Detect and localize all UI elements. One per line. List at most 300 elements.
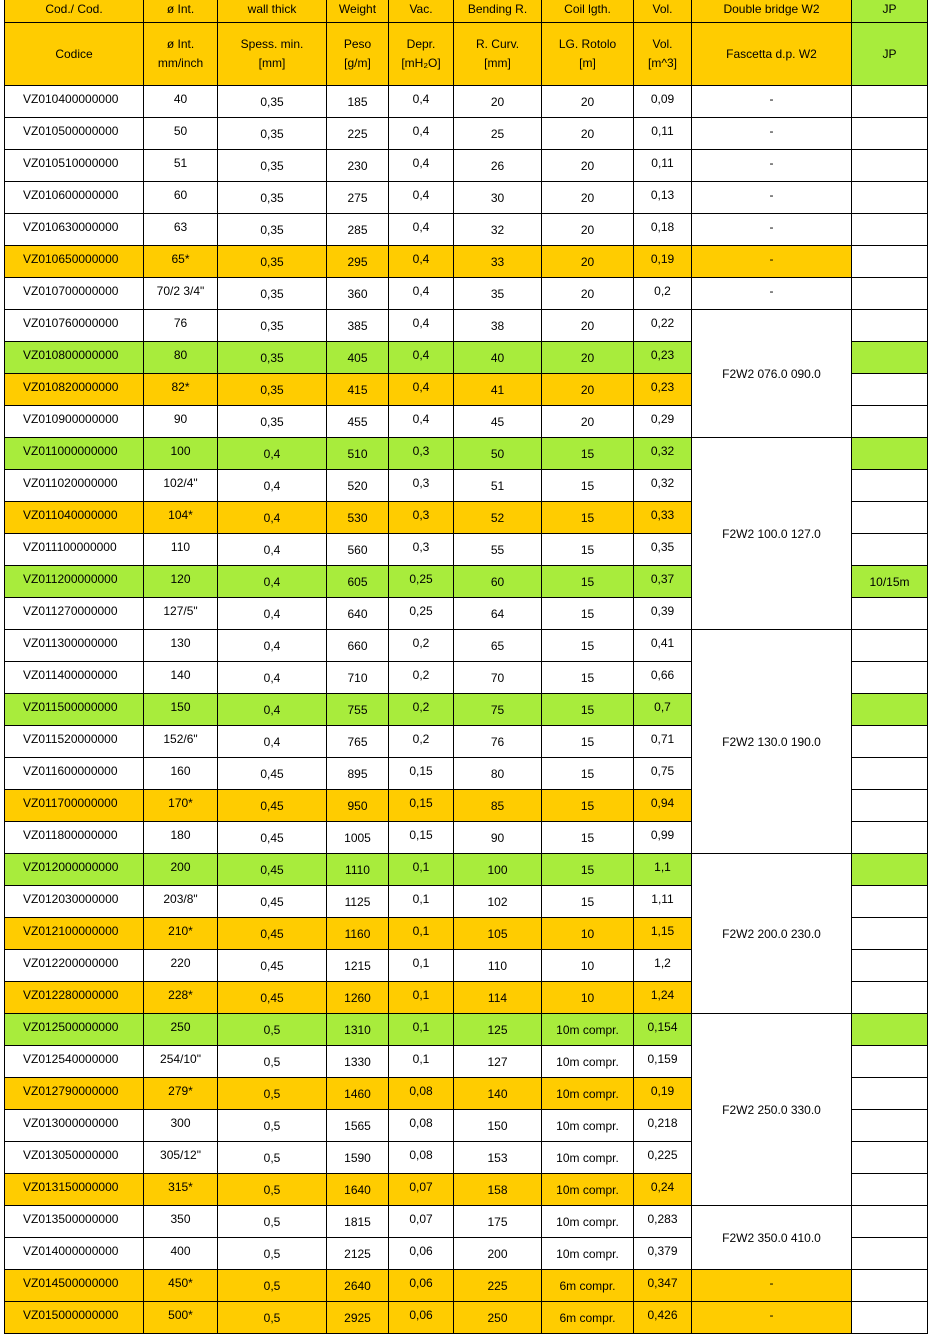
cell-bending-radius: 100	[454, 854, 542, 886]
cell-weight: 765	[327, 726, 389, 758]
cell-wall-thickness: 0,35	[218, 86, 327, 118]
cell-vacuum: 0,4	[389, 150, 454, 182]
cell-wall-thickness: 0,4	[218, 726, 327, 758]
cell-bending-radius: 90	[454, 822, 542, 854]
cell-volume: 0,41	[634, 630, 692, 662]
cell-wall-thickness: 0,5	[218, 1142, 327, 1174]
cell-jp	[852, 214, 928, 246]
cell-wall-thickness: 0,45	[218, 982, 327, 1014]
cell-bending-radius: 250	[454, 1302, 542, 1334]
cell-coil-length: 20	[542, 86, 634, 118]
table-row	[5, 86, 928, 118]
cell-jp	[852, 1174, 928, 1206]
cell-bending-radius: 26	[454, 150, 542, 182]
cell-wall-thickness: 0,35	[218, 150, 327, 182]
cell-vacuum: 0,4	[389, 278, 454, 310]
cell-wall-thickness: 0,4	[218, 566, 327, 598]
cell-volume: 1,1	[634, 854, 692, 886]
table-row	[5, 214, 928, 246]
cell-bending-radius: 40	[454, 342, 542, 374]
cell-diameter: 170*	[144, 790, 218, 822]
cell-weight: 660	[327, 630, 389, 662]
cell-volume: 0,2	[634, 278, 692, 310]
cell-weight: 225	[327, 118, 389, 150]
cell-bending-radius: 110	[454, 950, 542, 982]
cell-weight: 295	[327, 246, 389, 278]
cell-volume: 0,347	[634, 1270, 692, 1302]
table-row	[5, 278, 928, 310]
cell-bending-radius: 35	[454, 278, 542, 310]
cell-bridge-clamp-group: F2W2 130.0 190.0	[692, 630, 852, 854]
cell-jp	[852, 1142, 928, 1174]
cell-vacuum: 0,15	[389, 822, 454, 854]
cell-bridge-clamp-group: F2W2 350.0 410.0	[692, 1206, 852, 1270]
cell-volume: 0,154	[634, 1014, 692, 1046]
cell-diameter: 450*	[144, 1270, 218, 1302]
cell-weight: 1310	[327, 1014, 389, 1046]
cell-bending-radius: 51	[454, 470, 542, 502]
cell-weight: 2640	[327, 1270, 389, 1302]
cell-code: VZ012500000000	[5, 1014, 144, 1046]
cell-wall-thickness: 0,5	[218, 1078, 327, 1110]
cell-jp	[852, 438, 928, 470]
cell-weight: 2125	[327, 1238, 389, 1270]
header-volume-label: Vol.	[652, 37, 673, 51]
cell-code: VZ010400000000	[5, 86, 144, 118]
cell-weight: 1110	[327, 854, 389, 886]
cell-wall-thickness: 0,4	[218, 598, 327, 630]
cell-vacuum: 0,1	[389, 982, 454, 1014]
cell-jp	[852, 502, 928, 534]
cell-vacuum: 0,07	[389, 1206, 454, 1238]
cell-coil-length: 15	[542, 502, 634, 534]
cell-jp	[852, 1014, 928, 1046]
cell-weight: 1260	[327, 982, 389, 1014]
cell-coil-length: 15	[542, 534, 634, 566]
cell-weight: 950	[327, 790, 389, 822]
cell-wall-thickness: 0,35	[218, 118, 327, 150]
cell-jp	[852, 374, 928, 406]
header-wall-unit: [mm]	[258, 56, 286, 70]
cell-bending-radius: 70	[454, 662, 542, 694]
table-row	[5, 150, 928, 182]
table-row	[5, 118, 928, 150]
cell-bending-radius: 153	[454, 1142, 542, 1174]
cell-bending-radius: 65	[454, 630, 542, 662]
cell-diameter: 50	[144, 118, 218, 150]
cell-vacuum: 0,06	[389, 1238, 454, 1270]
header-bending-it	[454, 23, 542, 86]
cell-diameter: 315*	[144, 1174, 218, 1206]
cell-diameter: 400	[144, 1238, 218, 1270]
header-wall-label: Spess. min.	[240, 37, 304, 51]
cell-diameter: 350	[144, 1206, 218, 1238]
cell-wall-thickness: 0,45	[218, 918, 327, 950]
cell-bending-radius: 25	[454, 118, 542, 150]
header-diameter-it	[144, 23, 218, 86]
cell-diameter: 203/8"	[144, 886, 218, 918]
table-row	[5, 854, 928, 886]
cell-jp	[852, 1078, 928, 1110]
cell-diameter: 180	[144, 822, 218, 854]
cell-volume: 0,7	[634, 694, 692, 726]
table-row	[5, 438, 928, 470]
cell-jp	[852, 1302, 928, 1334]
cell-vacuum: 0,4	[389, 182, 454, 214]
cell-diameter: 305/12"	[144, 1142, 218, 1174]
cell-diameter: 76	[144, 310, 218, 342]
cell-jp	[852, 630, 928, 662]
header-diameter-unit: mm/inch	[157, 56, 204, 70]
cell-bending-radius: 175	[454, 1206, 542, 1238]
cell-diameter: 100	[144, 438, 218, 470]
cell-volume: 0,35	[634, 534, 692, 566]
cell-vacuum: 0,3	[389, 502, 454, 534]
cell-jp	[852, 598, 928, 630]
cell-jp	[852, 790, 928, 822]
cell-wall-thickness: 0,35	[218, 342, 327, 374]
cell-diameter: 150	[144, 694, 218, 726]
header-coil-it	[542, 23, 634, 86]
cell-vacuum: 0,08	[389, 1142, 454, 1174]
cell-diameter: 200	[144, 854, 218, 886]
cell-jp	[852, 918, 928, 950]
cell-jp	[852, 182, 928, 214]
cell-diameter: 254/10"	[144, 1046, 218, 1078]
table-row	[5, 630, 928, 662]
cell-wall-thickness: 0,45	[218, 790, 327, 822]
header-volume-unit: [m^3]	[648, 56, 677, 70]
cell-code: VZ010760000000	[5, 310, 144, 342]
cell-wall-thickness: 0,35	[218, 310, 327, 342]
cell-code: VZ010820000000	[5, 374, 144, 406]
cell-code: VZ010700000000	[5, 278, 144, 310]
cell-volume: 0,11	[634, 150, 692, 182]
cell-volume: 0,24	[634, 1174, 692, 1206]
cell-bending-radius: 200	[454, 1238, 542, 1270]
cell-weight: 1005	[327, 822, 389, 854]
cell-coil-length: 10	[542, 950, 634, 982]
cell-bending-radius: 75	[454, 694, 542, 726]
cell-diameter: 60	[144, 182, 218, 214]
cell-jp	[852, 406, 928, 438]
header-vacuum-unit: [mH₂O]	[401, 56, 441, 70]
cell-jp	[852, 982, 928, 1014]
cell-vacuum: 0,25	[389, 566, 454, 598]
cell-volume: 0,99	[634, 822, 692, 854]
cell-volume: 0,37	[634, 566, 692, 598]
cell-diameter: 250	[144, 1014, 218, 1046]
cell-vacuum: 0,4	[389, 118, 454, 150]
cell-bending-radius: 102	[454, 886, 542, 918]
cell-coil-length: 15	[542, 886, 634, 918]
cell-code: VZ011100000000	[5, 534, 144, 566]
cell-wall-thickness: 0,45	[218, 822, 327, 854]
cell-wall-thickness: 0,45	[218, 950, 327, 982]
cell-bending-radius: 85	[454, 790, 542, 822]
cell-weight: 1640	[327, 1174, 389, 1206]
cell-vacuum: 0,07	[389, 1174, 454, 1206]
cell-vacuum: 0,2	[389, 662, 454, 694]
cell-jp	[852, 246, 928, 278]
cell-bending-radius: 76	[454, 726, 542, 758]
cell-diameter: 70/2 3/4"	[144, 278, 218, 310]
cell-code: VZ010510000000	[5, 150, 144, 182]
header-code-it: Codice	[5, 23, 144, 86]
cell-jp	[852, 758, 928, 790]
cell-volume: 0,23	[634, 374, 692, 406]
cell-code: VZ011700000000	[5, 790, 144, 822]
cell-code: VZ012280000000	[5, 982, 144, 1014]
cell-weight: 895	[327, 758, 389, 790]
cell-weight: 1330	[327, 1046, 389, 1078]
cell-code: VZ012200000000	[5, 950, 144, 982]
cell-code: VZ011400000000	[5, 662, 144, 694]
cell-volume: 0,33	[634, 502, 692, 534]
cell-diameter: 102/4"	[144, 470, 218, 502]
cell-bending-radius: 64	[454, 598, 542, 630]
cell-code: VZ013500000000	[5, 1206, 144, 1238]
cell-coil-length: 20	[542, 406, 634, 438]
cell-vacuum: 0,1	[389, 886, 454, 918]
cell-bending-radius: 52	[454, 502, 542, 534]
cell-code: VZ012030000000	[5, 886, 144, 918]
cell-volume: 0,159	[634, 1046, 692, 1078]
header-wall-it	[218, 23, 327, 86]
cell-jp	[852, 662, 928, 694]
cell-wall-thickness: 0,4	[218, 438, 327, 470]
cell-bending-radius: 32	[454, 214, 542, 246]
cell-coil-length: 6m compr.	[542, 1270, 634, 1302]
cell-weight: 455	[327, 406, 389, 438]
cell-jp	[852, 950, 928, 982]
cell-bridge-clamp-group: F2W2 100.0 127.0	[692, 438, 852, 630]
cell-weight: 1460	[327, 1078, 389, 1110]
cell-bridge-clamp: -	[692, 214, 852, 246]
cell-coil-length: 10	[542, 982, 634, 1014]
cell-volume: 0,19	[634, 246, 692, 278]
cell-diameter: 51	[144, 150, 218, 182]
cell-bending-radius: 105	[454, 918, 542, 950]
cell-vacuum: 0,2	[389, 726, 454, 758]
cell-code: VZ011000000000	[5, 438, 144, 470]
cell-coil-length: 10m compr.	[542, 1206, 634, 1238]
cell-wall-thickness: 0,4	[218, 662, 327, 694]
cell-bridge-clamp: -	[692, 118, 852, 150]
cell-vacuum: 0,4	[389, 374, 454, 406]
cell-bridge-clamp: -	[692, 246, 852, 278]
header-row-english	[5, 0, 928, 23]
cell-code: VZ012000000000	[5, 854, 144, 886]
cell-coil-length: 20	[542, 150, 634, 182]
cell-bridge-clamp: -	[692, 150, 852, 182]
cell-bending-radius: 158	[454, 1174, 542, 1206]
cell-weight: 530	[327, 502, 389, 534]
cell-code: VZ010650000000	[5, 246, 144, 278]
cell-jp	[852, 1046, 928, 1078]
cell-weight: 605	[327, 566, 389, 598]
cell-jp	[852, 342, 928, 374]
cell-bending-radius: 41	[454, 374, 542, 406]
header-bending-en: Bending R.	[454, 0, 542, 23]
cell-weight: 275	[327, 182, 389, 214]
cell-volume: 1,15	[634, 918, 692, 950]
cell-vacuum: 0,1	[389, 1046, 454, 1078]
cell-volume: 0,13	[634, 182, 692, 214]
cell-diameter: 127/5"	[144, 598, 218, 630]
cell-diameter: 104*	[144, 502, 218, 534]
cell-weight: 405	[327, 342, 389, 374]
cell-code: VZ011270000000	[5, 598, 144, 630]
cell-bending-radius: 150	[454, 1110, 542, 1142]
cell-bending-radius: 45	[454, 406, 542, 438]
cell-vacuum: 0,1	[389, 950, 454, 982]
cell-diameter: 228*	[144, 982, 218, 1014]
cell-volume: 0,32	[634, 470, 692, 502]
cell-coil-length: 10m compr.	[542, 1078, 634, 1110]
cell-code: VZ010630000000	[5, 214, 144, 246]
table-row	[5, 310, 928, 342]
cell-diameter: 63	[144, 214, 218, 246]
header-diameter-label: ø Int.	[166, 37, 195, 51]
cell-volume: 0,19	[634, 1078, 692, 1110]
cell-coil-length: 15	[542, 822, 634, 854]
cell-bending-radius: 20	[454, 86, 542, 118]
cell-code: VZ014500000000	[5, 1270, 144, 1302]
cell-weight: 385	[327, 310, 389, 342]
product-table	[4, 0, 928, 1334]
cell-volume: 0,225	[634, 1142, 692, 1174]
cell-code: VZ013150000000	[5, 1174, 144, 1206]
cell-coil-length: 10m compr.	[542, 1110, 634, 1142]
cell-weight: 1125	[327, 886, 389, 918]
cell-wall-thickness: 0,45	[218, 886, 327, 918]
cell-wall-thickness: 0,5	[218, 1302, 327, 1334]
cell-coil-length: 20	[542, 310, 634, 342]
cell-vacuum: 0,4	[389, 406, 454, 438]
cell-diameter: 80	[144, 342, 218, 374]
table-row	[5, 1206, 928, 1238]
cell-wall-thickness: 0,5	[218, 1110, 327, 1142]
cell-coil-length: 15	[542, 598, 634, 630]
cell-vacuum: 0,15	[389, 758, 454, 790]
cell-bending-radius: 30	[454, 182, 542, 214]
cell-diameter: 140	[144, 662, 218, 694]
cell-code: VZ012540000000	[5, 1046, 144, 1078]
cell-wall-thickness: 0,35	[218, 182, 327, 214]
cell-volume: 0,75	[634, 758, 692, 790]
cell-coil-length: 20	[542, 118, 634, 150]
cell-code: VZ011300000000	[5, 630, 144, 662]
cell-coil-length: 15	[542, 790, 634, 822]
header-bending-unit: [mm]	[484, 56, 511, 70]
cell-coil-length: 15	[542, 470, 634, 502]
cell-volume: 1,2	[634, 950, 692, 982]
cell-jp: 10/15m	[852, 566, 928, 598]
cell-coil-length: 15	[542, 630, 634, 662]
cell-weight: 230	[327, 150, 389, 182]
cell-jp	[852, 1206, 928, 1238]
cell-diameter: 279*	[144, 1078, 218, 1110]
cell-bending-radius: 33	[454, 246, 542, 278]
cell-jp	[852, 822, 928, 854]
cell-bridge-clamp-group: F2W2 250.0 330.0	[692, 1014, 852, 1206]
header-vacuum-en: Vac.	[389, 0, 454, 23]
cell-code: VZ012790000000	[5, 1078, 144, 1110]
cell-wall-thickness: 0,4	[218, 502, 327, 534]
cell-vacuum: 0,08	[389, 1110, 454, 1142]
cell-wall-thickness: 0,5	[218, 1270, 327, 1302]
cell-weight: 520	[327, 470, 389, 502]
cell-jp	[852, 854, 928, 886]
header-weight-en: Weight	[327, 0, 389, 23]
cell-weight: 360	[327, 278, 389, 310]
header-weight-label: Peso	[343, 37, 372, 51]
cell-vacuum: 0,1	[389, 1014, 454, 1046]
cell-jp	[852, 534, 928, 566]
cell-bridge-clamp: -	[692, 1302, 852, 1334]
header-bending-label: R. Curv.	[475, 37, 520, 51]
cell-weight: 1215	[327, 950, 389, 982]
cell-volume: 0,71	[634, 726, 692, 758]
cell-vacuum: 0,2	[389, 630, 454, 662]
cell-code: VZ011040000000	[5, 502, 144, 534]
cell-code: VZ011020000000	[5, 470, 144, 502]
cell-wall-thickness: 0,35	[218, 278, 327, 310]
cell-bridge-clamp: -	[692, 1270, 852, 1302]
cell-wall-thickness: 0,4	[218, 630, 327, 662]
cell-wall-thickness: 0,35	[218, 214, 327, 246]
cell-bending-radius: 114	[454, 982, 542, 1014]
header-code-en: Cod./ Cod.	[5, 0, 144, 23]
cell-volume: 0,94	[634, 790, 692, 822]
cell-volume: 0,426	[634, 1302, 692, 1334]
cell-volume: 0,18	[634, 214, 692, 246]
cell-diameter: 110	[144, 534, 218, 566]
cell-jp	[852, 310, 928, 342]
cell-weight: 710	[327, 662, 389, 694]
cell-code: VZ015000000000	[5, 1302, 144, 1334]
cell-weight: 185	[327, 86, 389, 118]
cell-coil-length: 20	[542, 246, 634, 278]
cell-coil-length: 6m compr.	[542, 1302, 634, 1334]
cell-wall-thickness: 0,35	[218, 374, 327, 406]
cell-jp	[852, 694, 928, 726]
cell-jp	[852, 1238, 928, 1270]
table-row	[5, 1302, 928, 1334]
cell-wall-thickness: 0,45	[218, 758, 327, 790]
cell-wall-thickness: 0,35	[218, 246, 327, 278]
cell-code: VZ011500000000	[5, 694, 144, 726]
cell-weight: 1160	[327, 918, 389, 950]
cell-bending-radius: 55	[454, 534, 542, 566]
cell-weight: 640	[327, 598, 389, 630]
cell-coil-length: 20	[542, 214, 634, 246]
cell-diameter: 500*	[144, 1302, 218, 1334]
cell-weight: 2925	[327, 1302, 389, 1334]
header-jp-en: JP	[852, 0, 928, 23]
cell-coil-length: 15	[542, 726, 634, 758]
cell-volume: 0,22	[634, 310, 692, 342]
cell-coil-length: 10m compr.	[542, 1046, 634, 1078]
cell-wall-thickness: 0,4	[218, 470, 327, 502]
cell-vacuum: 0,06	[389, 1270, 454, 1302]
cell-weight: 755	[327, 694, 389, 726]
cell-bending-radius: 80	[454, 758, 542, 790]
cell-jp	[852, 150, 928, 182]
cell-volume: 1,11	[634, 886, 692, 918]
cell-volume: 0,39	[634, 598, 692, 630]
